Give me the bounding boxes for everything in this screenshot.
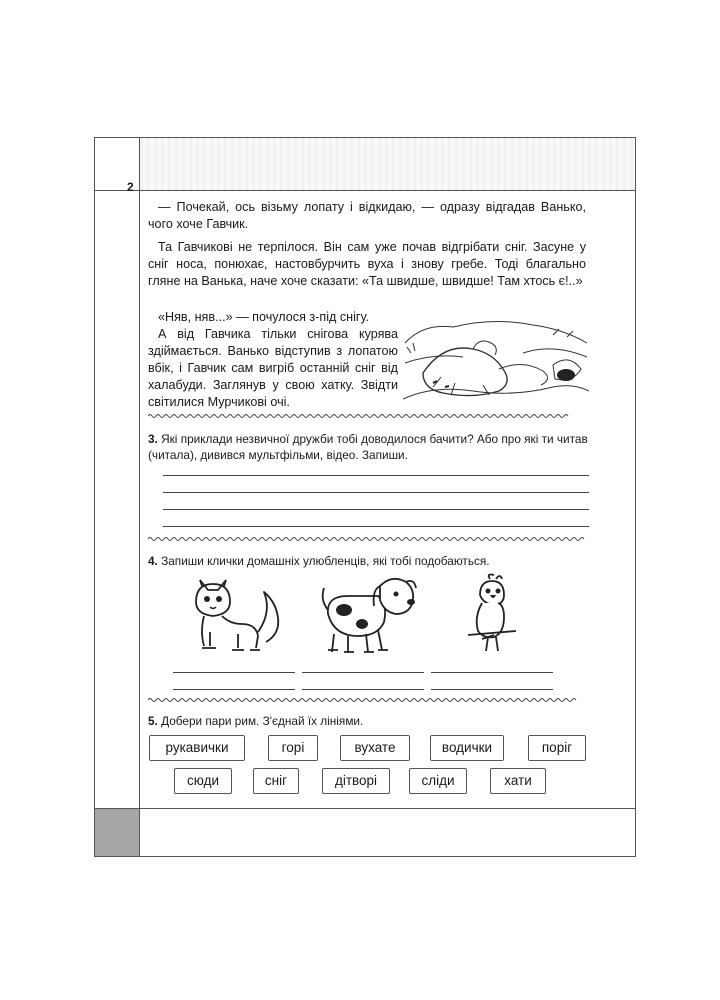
answer-line[interactable] <box>163 526 589 527</box>
pet-name-line[interactable] <box>173 689 295 690</box>
rhyme-word-box[interactable]: сюди <box>174 768 232 794</box>
rhyme-word-box[interactable]: горі <box>268 735 318 761</box>
task-4-text: Запиши клички домашніх улюбленців, які тобі подобаються. <box>161 554 490 568</box>
answer-line[interactable] <box>163 475 589 476</box>
dog-digging-illustration <box>403 313 589 405</box>
page-number: 2 <box>127 180 134 194</box>
answer-line[interactable] <box>163 492 589 493</box>
footer-corner-block <box>95 809 139 856</box>
rhyme-word-box[interactable]: дітворі <box>322 768 390 794</box>
task-5-number: 5. <box>148 714 158 728</box>
wave-divider <box>148 697 590 703</box>
task-5 <box>148 713 592 729</box>
task-4 <box>148 553 592 569</box>
rhyme-word-box[interactable]: вухате <box>340 735 410 761</box>
wave-divider <box>148 536 590 542</box>
header-band <box>140 138 635 190</box>
pet-name-line[interactable] <box>431 689 553 690</box>
task-3 <box>148 431 592 463</box>
rhyme-word-box[interactable]: рукавички <box>149 735 245 761</box>
rhyme-word-box[interactable]: хати <box>490 768 546 794</box>
story-paragraph-1: — Почекай, ось візьму лопату і відкидаю, — одразу відгадав Ванько, чого хоче Гавчик. <box>148 200 586 231</box>
story-paragraph-3: «Няв, няв...» — почулося з-під снігу. <box>158 310 370 324</box>
task-3-text: Які приклади незвичної дружби тобі доводилося бачити? Або про які ти читав (читала), дивився мультфільми, відео. Запиши. <box>148 432 588 462</box>
task-5-text: Добери пари рим. З'єднай їх лініями. <box>161 714 364 728</box>
dog-illustration <box>318 574 418 656</box>
answer-line[interactable] <box>163 509 589 510</box>
margin-line <box>139 138 140 857</box>
task-3-number: 3. <box>148 432 158 446</box>
rhyme-word-box[interactable]: сліди <box>409 768 467 794</box>
rhyme-word-box[interactable]: поріг <box>528 735 586 761</box>
wave-divider <box>148 413 590 419</box>
task-4-number: 4. <box>148 554 158 568</box>
cat-illustration <box>186 572 284 654</box>
rhyme-word-box[interactable]: сніг <box>253 768 299 794</box>
footer-divider <box>94 808 636 809</box>
header-divider <box>94 190 636 191</box>
pet-name-line[interactable] <box>302 672 424 673</box>
story-paragraph-4: А від Гавчика тільки снігова курява здіймається. Ванько відступив з лопатою вбік, і Гавчик сам вигріб останній сніг від халабуди. Заглянув у свою хатку. Звідти світилися Мурчикові очі. <box>148 327 398 409</box>
pet-name-line[interactable] <box>431 672 553 673</box>
rhyme-word-box[interactable]: водички <box>430 735 504 761</box>
story-paragraph-2: Та Гавчикові не терпілося. Він сам уже почав відгрібати сніг. Засуне у сніг носа, понюхає, настовбурчить вуха і знову гребе. Тоді благально гляне на Ванька, наче хоче сказати: «Та швидше, швидше! Там хтось є!..» <box>148 240 586 288</box>
pet-name-line[interactable] <box>302 689 424 690</box>
pet-name-line[interactable] <box>173 672 295 673</box>
parrot-illustration <box>466 573 518 655</box>
